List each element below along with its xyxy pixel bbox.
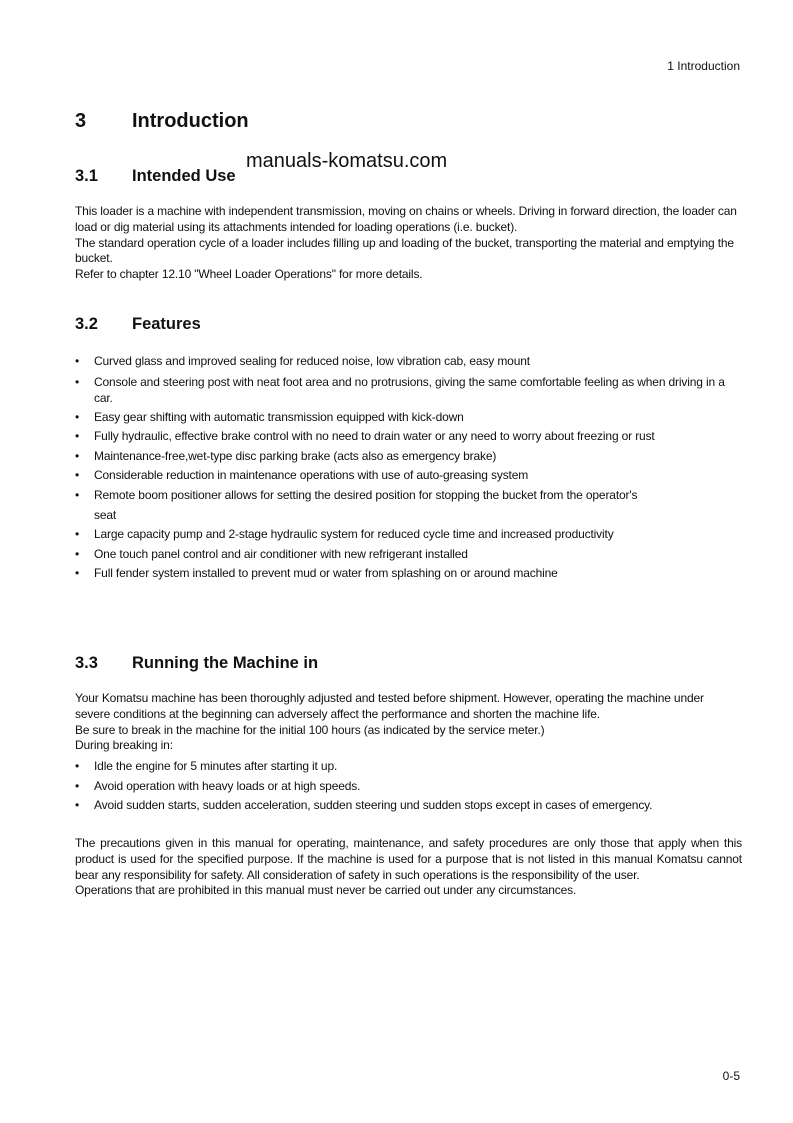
paragraph: Refer to chapter 12.10 "Wheel Loader Operations" for more details. (75, 267, 423, 282)
list-item (75, 757, 742, 777)
chapter-number: 3 (75, 110, 87, 132)
item-text: Fully hydraulic, effective brake control with no need to drain water or any need to worry about freezing or rust (94, 429, 655, 444)
list-item (75, 447, 742, 467)
item-text: Curved glass and improved sealing for reduced noise, low vibration cab, easy mount (94, 354, 530, 368)
bullet-icon: • (75, 354, 80, 368)
paragraph: During breaking in: (75, 738, 173, 753)
item-text: Avoid sudden starts, sudden acceleration, sudden steering und sudden stops except in cases of emergency. (94, 798, 653, 813)
paragraph: Be sure to break in the machine for the initial 100 hours (as indicated by the service meter.) (75, 722, 545, 737)
item-text: Large capacity pump and 2-stage hydraulic system for reduced cycle time and increased productivity (94, 527, 614, 542)
paragraph: The precautions given in this manual for operating, maintenance, and safety procedures are only those that apply when this product is used for the specified purpose. If the machine is used for a purpose that is not listed in this manual Komatsu cannot bear any responsibility for safety. All consideration of safety in such operations is the responsibility of the user. (75, 836, 742, 882)
page-number: 0-5 (722, 1069, 740, 1083)
break-in-list (75, 757, 742, 816)
bullet-icon: • (75, 798, 80, 813)
running-header: 1 Introduction (667, 59, 740, 73)
list-item (75, 796, 742, 816)
bullet-icon: • (75, 429, 80, 444)
section-title: Intended Use (132, 167, 236, 185)
section-title: Features (132, 315, 201, 333)
list-item (75, 545, 742, 565)
bullet-icon: • (75, 468, 80, 483)
safety-note (75, 836, 742, 899)
bullet-icon: • (75, 487, 80, 502)
running-in-text (75, 691, 742, 754)
section-number: 3.3 (75, 654, 98, 672)
section-title: Running the Machine in (132, 654, 319, 672)
list-item (75, 427, 742, 447)
section-heading-intended-use (75, 167, 236, 186)
bullet-icon: • (75, 778, 80, 793)
item-text: Considerable reduction in maintenance operations with use of auto-greasing system (94, 468, 529, 483)
section-number: 3.2 (75, 315, 98, 333)
intended-use-text (75, 204, 742, 283)
chapter-title: Introduction (132, 110, 249, 132)
list-item (75, 372, 742, 408)
list-item (75, 352, 742, 372)
list-item (75, 408, 742, 428)
item-text: Maintenance-free,wet-type disc parking brake (acts also as emergency brake) (94, 448, 497, 463)
bullet-icon: • (75, 409, 80, 424)
bullet-icon: • (75, 527, 80, 542)
watermark: manuals-komatsu.com (246, 150, 448, 172)
bullet-icon: • (75, 546, 80, 561)
item-text: One touch panel control and air conditioner with new refrigerant installed (94, 546, 468, 561)
item-text: Idle the engine for 5 minutes after starting it up. (94, 759, 338, 773)
paragraph: The standard operation cycle of a loader includes filling up and loading of the bucket, transporting the material and emptying the bucket. (75, 235, 734, 266)
section-number: 3.1 (75, 167, 98, 185)
section-heading-running-in (75, 654, 318, 673)
list-item (75, 564, 742, 584)
bullet-icon: • (75, 566, 80, 581)
paragraph: Operations that are prohibited in this manual must never be carried out under any circumstances. (75, 883, 577, 898)
item-text: Easy gear shifting with automatic transmission equipped with kick-down (94, 409, 464, 424)
item-text: Console and steering post with neat foot area and no protrusions, giving the same comfortable feeling as when driving in a car. (94, 374, 725, 405)
bullet-icon: • (75, 374, 80, 389)
list-item (75, 466, 742, 486)
item-text: Full fender system installed to prevent mud or water from splashing on or around machine (94, 566, 558, 581)
features-list (75, 352, 742, 584)
bullet-icon: • (75, 448, 80, 463)
list-item (75, 525, 742, 545)
item-text: Remote boom positioner allows for setting the desired position for stopping the bucket from the operator's seat (94, 487, 638, 522)
bullet-icon: • (75, 759, 80, 773)
section-heading-features (75, 315, 201, 334)
item-text: Avoid operation with heavy loads or at high speeds. (94, 778, 361, 793)
paragraph: This loader is a machine with independent transmission, moving on chains or wheels. Driving in forward direction, the loader can load or dig material using its attachments intended for loading operations (i.e. bucket). (75, 204, 737, 234)
paragraph: Your Komatsu machine has been thoroughly adjusted and tested before shipment. However, operating the machine under severe conditions at the beginning can adversely affect the performance and shorten the machine life. (75, 691, 704, 721)
chapter-heading (75, 110, 249, 133)
list-item (75, 486, 742, 525)
list-item (75, 777, 742, 797)
